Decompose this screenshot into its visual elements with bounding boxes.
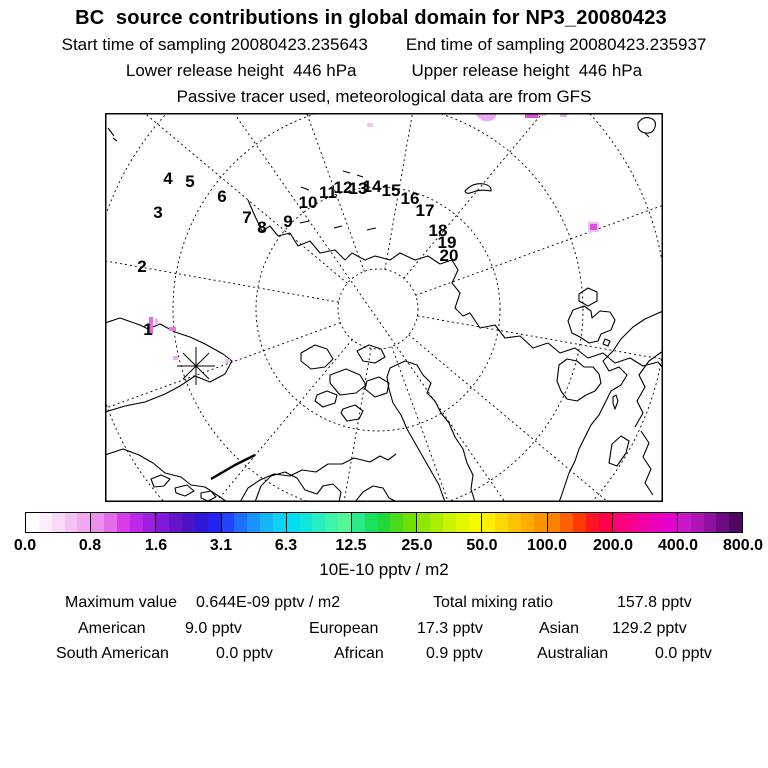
colorbar-cell — [39, 513, 52, 532]
colorbar-cell — [469, 513, 482, 532]
african-value: 0.9 pptv — [426, 645, 483, 662]
colorbar-cell — [729, 513, 742, 532]
colorbar-cell — [234, 513, 247, 532]
colorbar-cell — [560, 513, 573, 532]
track-point-7: 7 — [242, 208, 252, 227]
colorbar-cell — [430, 513, 443, 532]
track-point-10: 10 — [298, 193, 318, 212]
max-value: 0.644E-09 pptv / m2 — [196, 594, 341, 611]
colorbar-tick-7: 50.0 — [466, 537, 498, 554]
colorbar-unit-label: 10E-10 pptv / m2 — [319, 560, 449, 579]
colorbar-segment — [222, 513, 287, 532]
colorbar-cell — [300, 513, 313, 532]
colorbar-cell — [403, 513, 416, 532]
colorbar-tick-5: 12.5 — [335, 537, 367, 554]
colorbar-cell — [664, 513, 677, 532]
american-label: American — [78, 620, 146, 637]
american-value: 9.0 pptv — [185, 620, 242, 637]
european-label: European — [309, 620, 379, 637]
african-label: African — [334, 645, 384, 662]
track-point-3: 3 — [153, 203, 163, 222]
max-value-label: Maximum value — [65, 594, 178, 611]
total-mixing-value: 157.8 pptv — [617, 594, 692, 611]
polar-map — [105, 113, 663, 502]
coast-mainland — [240, 454, 396, 502]
lower-release-text: Lower release height 446 hPa — [125, 61, 357, 80]
colorbar-cell — [704, 513, 717, 532]
colorbar-segment — [613, 513, 678, 532]
track-point-11: 11 — [319, 183, 337, 202]
track-point-12: 12 — [333, 178, 353, 197]
colorbar-cell — [613, 513, 626, 532]
coast-scandinavia — [559, 311, 663, 502]
colorbar-tick-11: 800.0 — [722, 537, 764, 554]
colorbar-cell — [312, 513, 325, 532]
european-value: 17.3 pptv — [417, 620, 483, 637]
end-time-text: End time of sampling 20080423.235937 — [405, 35, 707, 54]
meridian-line — [303, 348, 371, 502]
tracer-plume-overlay — [149, 113, 599, 363]
track-point-6: 6 — [217, 187, 227, 206]
australian-value: 0.0 pptv — [655, 645, 712, 662]
colorbar-cell — [678, 513, 691, 532]
colorbar-cell — [586, 513, 599, 532]
colorbar-cell — [534, 513, 547, 532]
colorbar-cell — [352, 513, 365, 532]
colorbar-cell — [495, 513, 508, 532]
colorbar-cell — [247, 513, 260, 532]
colorbar-cell — [26, 513, 39, 532]
colorbar-cell — [626, 513, 639, 532]
colorbar-tick-4: 6.3 — [274, 537, 298, 554]
colorbar-cell — [325, 513, 338, 532]
colorbar-segment — [548, 513, 613, 532]
colorbar-cell — [365, 513, 378, 532]
start-time-text: Start time of sampling 20080423.235643 — [61, 35, 368, 54]
track-point-5: 5 — [185, 172, 195, 191]
arctic-archipelago — [301, 345, 389, 421]
colorbar-segment — [678, 513, 742, 532]
colorbar-cell — [65, 513, 78, 532]
colorbar-cell — [52, 513, 65, 532]
island-hex — [579, 288, 597, 306]
coast-alaska — [105, 318, 232, 412]
coast-svalbard — [568, 306, 615, 346]
plot-title: BC source contributions in global domain for NP3_20080423 — [75, 7, 667, 29]
colorbar-cell — [169, 513, 182, 532]
colorbar-cell — [273, 513, 286, 532]
colorbar-cell — [599, 513, 612, 532]
total-mixing-label: Total mixing ratio — [433, 594, 554, 611]
colorbar-tick-3: 3.1 — [209, 537, 233, 554]
coast-siberia — [248, 200, 663, 368]
island-top-right — [638, 118, 656, 137]
track-point-8: 8 — [257, 218, 267, 237]
colorbar-segment — [417, 513, 482, 532]
colorbar-cell — [508, 513, 521, 532]
colorbar-cell — [456, 513, 469, 532]
asian-label: Asian — [539, 620, 580, 637]
colorbar-tick-9: 200.0 — [592, 537, 634, 554]
track-point-19: 19 — [437, 233, 457, 252]
colorbar-cell — [156, 513, 169, 532]
island-uk — [609, 395, 629, 466]
colorbar-tick-10: 400.0 — [657, 537, 699, 554]
colorbar-cell — [417, 513, 430, 532]
colorbar-tick-6: 25.0 — [401, 537, 433, 554]
coast-baltic — [635, 351, 663, 495]
track-point-1: 1 — [143, 320, 153, 339]
colorbar-tick-2: 1.6 — [144, 537, 168, 554]
colorbar-segment — [26, 513, 91, 532]
track-point-15: 15 — [381, 181, 401, 200]
sampling-times-line — [0, 35, 768, 55]
south-american-value: 0.0 pptv — [216, 645, 273, 662]
colorbar — [25, 512, 743, 533]
colorbar-segment — [156, 513, 221, 532]
colorbar-cell — [638, 513, 651, 532]
colorbar-cell — [443, 513, 456, 532]
coast-greenland — [387, 361, 475, 502]
colorbar-cell — [117, 513, 130, 532]
track-point-13: 13 — [348, 179, 368, 198]
colorbar-cell — [222, 513, 235, 532]
colorbar-cell — [482, 513, 495, 532]
colorbar-cell — [195, 513, 208, 532]
trajectory-labels — [137, 169, 458, 339]
tracer-info-line: Passive tracer used, meteorological data are from GFS — [176, 87, 592, 106]
colorbar-cell — [104, 513, 117, 532]
south-american-label: South American — [56, 645, 169, 662]
meridian-line — [105, 340, 352, 502]
colorbar-cell — [573, 513, 586, 532]
track-point-2: 2 — [137, 257, 147, 276]
colorbar-cell — [390, 513, 403, 532]
station-asterisk-marker — [177, 347, 215, 385]
track-point-17: 17 — [415, 201, 435, 220]
island-severnaya — [465, 184, 491, 194]
colorbar-segment — [91, 513, 156, 532]
colorbar-cell — [260, 513, 273, 532]
track-point-18: 18 — [428, 221, 448, 240]
coast-north-america — [105, 449, 227, 502]
colorbar-cell — [182, 513, 195, 532]
colorbar-tick-8: 100.0 — [526, 537, 568, 554]
colorbar-cell — [77, 513, 90, 532]
colorbar-cell — [521, 513, 534, 532]
track-point-14: 14 — [362, 177, 382, 196]
colorbar-tick-1: 0.8 — [78, 537, 102, 554]
upper-release-text: Upper release height 446 hPa — [411, 61, 643, 80]
asian-value: 129.2 pptv — [612, 620, 687, 637]
track-point-20: 20 — [439, 246, 459, 265]
colorbar-segment — [287, 513, 352, 532]
colorbar-cell — [548, 513, 561, 532]
colorbar-cell — [287, 513, 300, 532]
colorbar-cell — [338, 513, 351, 532]
colorbar-cell — [651, 513, 664, 532]
track-point-16: 16 — [400, 189, 420, 208]
coast-iceland — [557, 359, 601, 401]
colorbar-cell — [716, 513, 729, 532]
colorbar-cell — [208, 513, 221, 532]
colorbar-cell — [91, 513, 104, 532]
colorbar-cell — [378, 513, 391, 532]
australian-label: Australian — [537, 645, 609, 662]
meridian-line — [392, 347, 525, 502]
colorbar-cell — [691, 513, 704, 532]
coast-range — [211, 455, 255, 479]
colorbar-segment — [352, 513, 417, 532]
track-point-4: 4 — [163, 169, 173, 188]
colorbar-cell — [143, 513, 156, 532]
track-point-9: 9 — [283, 212, 293, 231]
release-heights-line — [0, 61, 768, 81]
meridian-line — [105, 323, 340, 456]
colorbar-tick-0: 0.0 — [13, 537, 37, 554]
colorbar-segment — [482, 513, 547, 532]
coast-bottom-center — [355, 486, 397, 502]
colorbar-cell — [130, 513, 143, 532]
